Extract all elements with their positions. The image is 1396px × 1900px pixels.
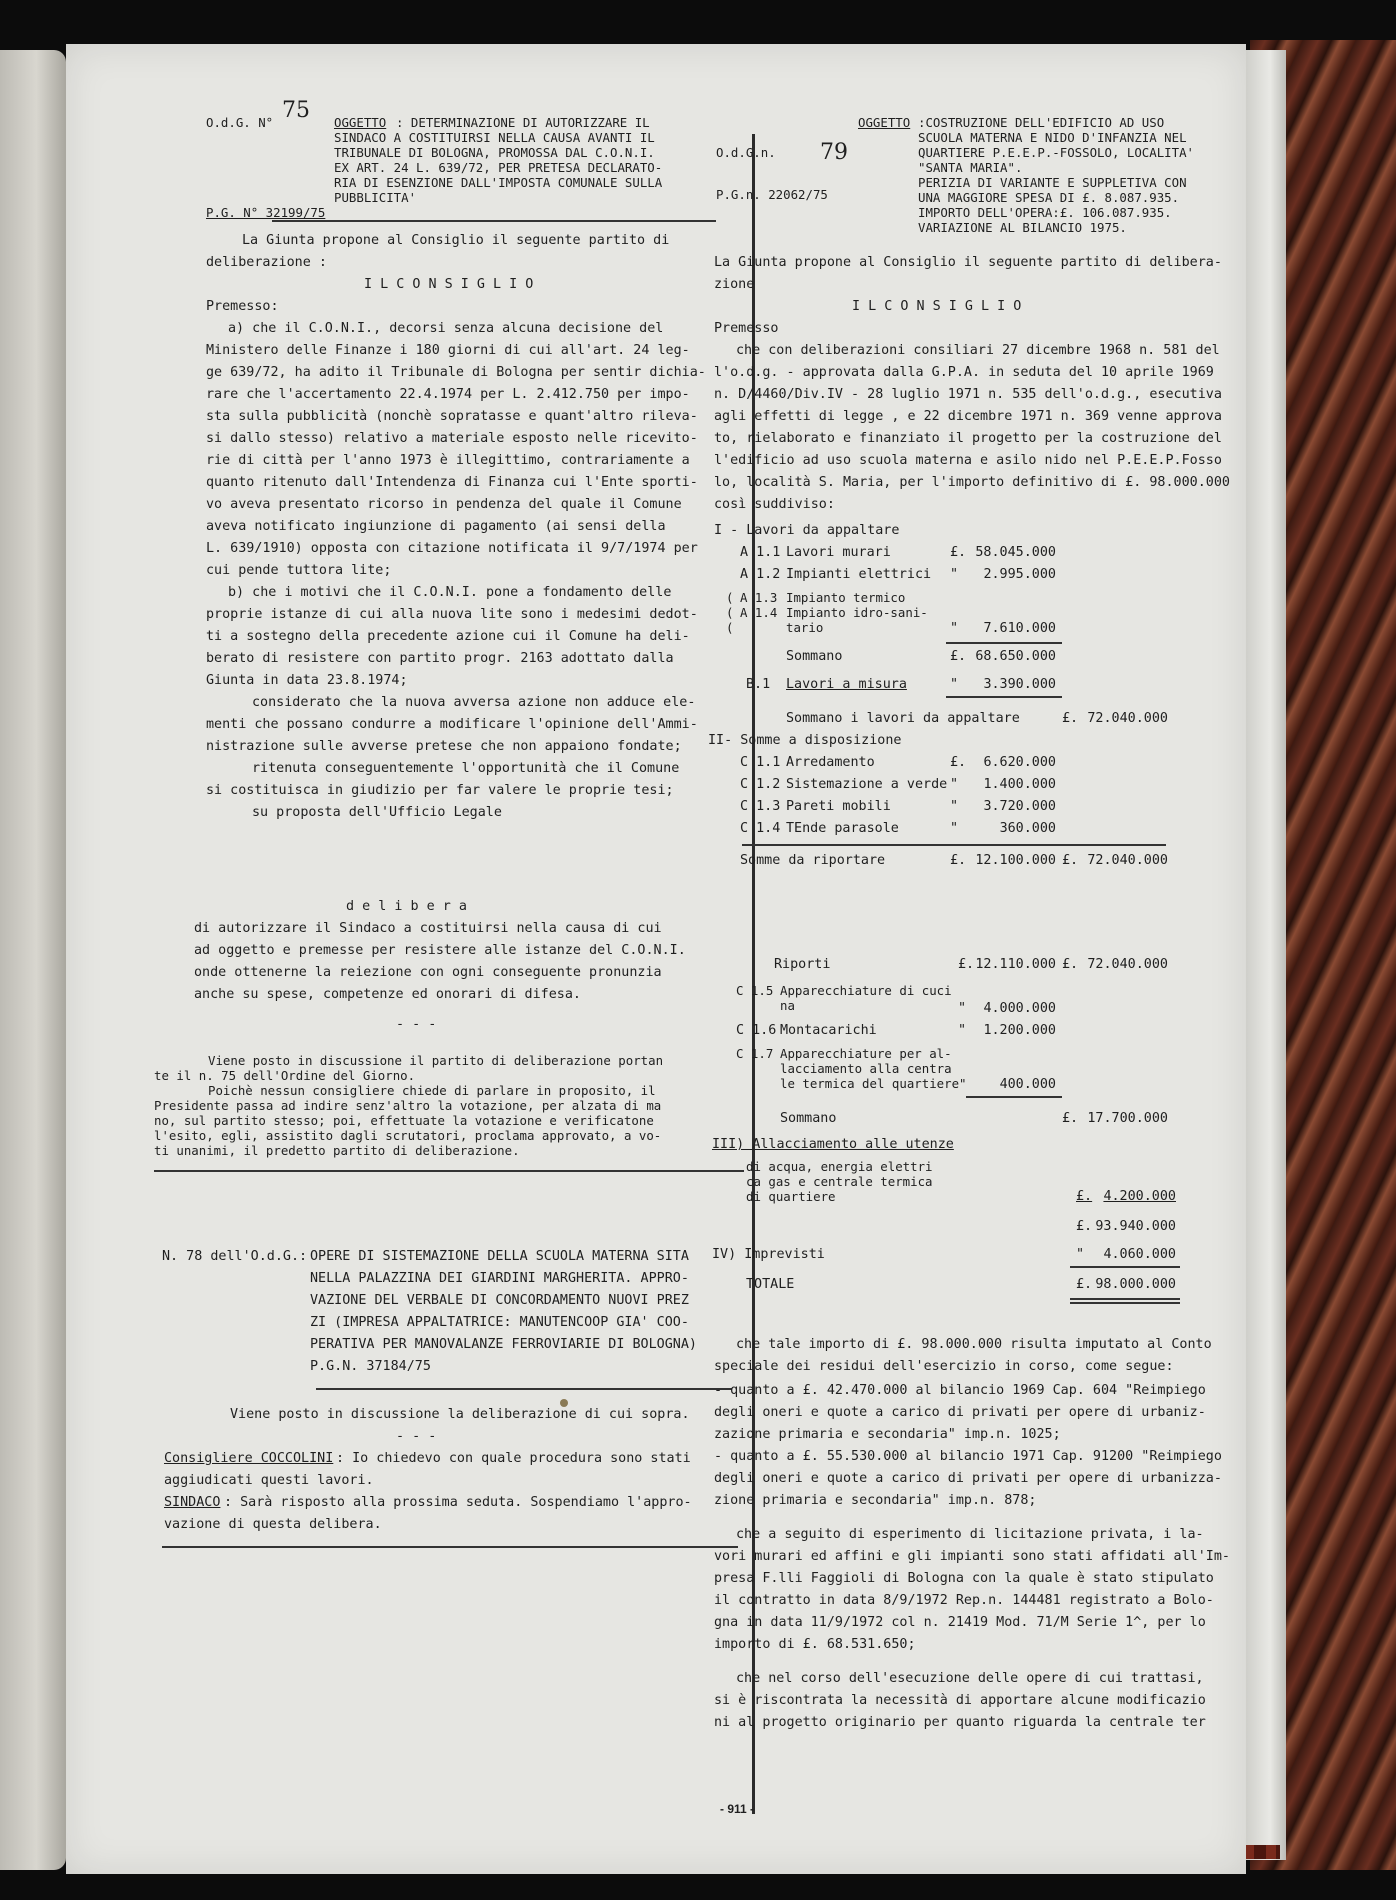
oggetto-line: SINDACO A COSTITUIRSI NELLA CAUSA AVANTI IL	[334, 130, 655, 145]
item78-line: PERATIVA PER MANOVALANZE FERROVIARIE DI BOLOGNA)	[310, 1337, 697, 1352]
intro-line: zione	[714, 277, 755, 292]
sec3-line: ca gas e centrale termica	[746, 1174, 933, 1189]
row-currency: "	[958, 1001, 967, 1016]
odg-number: 75	[282, 98, 310, 123]
delibera-heading: d e l i b e r a	[346, 899, 467, 914]
body-line: lo, località S. Maria, per l'importo definitivo di £. 98.000.000	[714, 475, 1230, 490]
pg-number: P.G.n. 22062/75	[716, 187, 828, 202]
sec3-line: di quartiere	[746, 1189, 836, 1204]
page-number: - 911 -	[720, 1802, 755, 1816]
premesso: Premesso:	[206, 299, 279, 314]
header-rule	[272, 220, 716, 222]
row-currency: £.	[950, 853, 967, 868]
oggetto-line: RIA DI ESENZIONE DALL'IMPOSTA COMUNALE SULLA	[334, 175, 663, 190]
section-heading: III) Allacciamento alle utenze	[712, 1137, 954, 1152]
row-label: TEnde parasole	[786, 821, 899, 836]
after-line: - quanto a £. 55.530.000 al bilancio 1971 Cap. 91200 "Reimpiego	[714, 1449, 1222, 1464]
row-code: C 1.7	[736, 1046, 774, 1061]
odg-number: 79	[820, 140, 848, 165]
row-currency: "	[950, 821, 959, 836]
after-line: ni al progetto originario per quanto riguarda la centrale ter	[714, 1715, 1206, 1730]
body-line: aveva notificato ingiunzione di pagamento (ai sensi della	[206, 519, 666, 534]
sindaco-text: : Sarà risposto alla prossima seduta. Sospendiamo l'appro-	[224, 1495, 692, 1510]
row-amount: 72.040.000	[1087, 957, 1168, 972]
vote-line: Presidente passa ad indire senz'altro la votazione, per alzata di ma	[154, 1098, 662, 1113]
row-currency: "	[950, 567, 959, 582]
row-label: Arredamento	[786, 755, 875, 770]
row-code: A 1.1	[740, 545, 781, 560]
body-line: a) che il C.O.N.I., decorsi senza alcuna decisione del	[228, 321, 664, 336]
oggetto-line: :COSTRUZIONE DELL'EDIFICIO AD USO	[918, 115, 1165, 130]
row-code: C 1.6	[736, 1023, 777, 1038]
row-currency: "	[950, 677, 959, 692]
row-currency: "	[950, 621, 959, 636]
body-line: che con deliberazioni consiliari 27 dicembre 1968 n. 581 del	[736, 343, 1220, 358]
sum-rule	[966, 1096, 1062, 1098]
section-rule	[162, 1546, 738, 1548]
separator-dashes: - - -	[396, 1017, 437, 1032]
row-code: C 1.2	[740, 777, 781, 792]
row-label: Impianti elettrici	[786, 567, 932, 582]
odg-label: O.d.G. N°	[206, 115, 274, 130]
oggetto-line: VARIAZIONE AL BILANCIO 1975.	[918, 220, 1127, 235]
delibera-line: anche su spese, competenze ed onorari di difesa.	[194, 987, 581, 1002]
body-line: su proposta dell'Ufficio Legale	[252, 805, 502, 820]
item78-line: NELLA PALAZZINA DEI GIARDINI MARGHERITA. APPRO-	[310, 1271, 689, 1286]
row-currency: "	[958, 1023, 967, 1038]
after-line: zazione primaria e secondaria" imp.n. 1025;	[714, 1427, 1061, 1442]
item78-rule	[316, 1388, 732, 1390]
row-amount: 72.040.000	[1087, 853, 1168, 868]
after-line: che tale importo di £. 98.000.000 risulta imputato al Conto	[736, 1337, 1212, 1352]
body-line: rie di città per l'anno 1973 è illegittimo, contrariamente a	[206, 453, 690, 468]
row-currency: £.	[1062, 853, 1079, 868]
row-label: Montacarichi	[780, 1023, 877, 1038]
after-line: importo di £. 68.531.650;	[714, 1637, 916, 1652]
section-heading: IV) Imprevisti	[712, 1247, 825, 1262]
row-label: Sistemazione a verde	[786, 777, 948, 792]
row-label: na	[780, 998, 795, 1013]
row-currency: £.	[1076, 1189, 1093, 1204]
body-line: quanto ritenuto dall'Intendenza di Finanza cui l'Ente sporti-	[206, 475, 698, 490]
row-code: A 1.2	[740, 567, 781, 582]
oggetto-label: OGGETTO	[858, 115, 911, 130]
row-label: le termica del quartiere"	[780, 1076, 967, 1091]
discussion-line: Viene posto in discussione la deliberazione di cui sopra.	[230, 1407, 690, 1422]
sommano-label: Sommano	[786, 649, 843, 664]
premesso: Premesso	[714, 321, 779, 336]
body-line: L. 639/1910) opposta con citazione notificata il 9/7/1974 per	[206, 541, 698, 556]
total-rule	[1070, 1298, 1180, 1300]
sindaco-label: SINDACO	[164, 1495, 221, 1510]
item78-line: OPERE DI SISTEMAZIONE DELLA SCUOLA MATERNA SITA	[310, 1249, 689, 1264]
row-code: A 1.3	[740, 590, 778, 605]
body-line: ti a sostegno della precedente azione cui il Comune ha deli-	[206, 629, 690, 644]
total-rule	[1070, 1302, 1180, 1304]
sec3-line: di acqua, energia elettri	[746, 1159, 933, 1174]
oggetto-line: PUBBLICITA'	[334, 190, 417, 205]
body-line: menti che possano condurre a modificare l'opinione dell'Ammi-	[206, 717, 698, 732]
row-amount: 58.045.000	[975, 545, 1056, 560]
consigliere-label: Consigliere COCCOLINI	[164, 1451, 334, 1466]
page-edges	[1246, 50, 1286, 1860]
row-label: Impianto idro-sani-	[786, 605, 928, 620]
sum-rule	[1070, 1266, 1180, 1268]
body-line: l'edificio ad uso scuola materna e asilo nido nel P.E.E.P.Fosso	[714, 453, 1222, 468]
row-currency: £.	[1062, 1111, 1079, 1126]
row-label: Impianto termico	[786, 590, 906, 605]
row-currency: "	[950, 777, 959, 792]
book-spine	[0, 50, 66, 1870]
row-label: Apparecchiature di cuci	[780, 983, 952, 998]
totale-label: TOTALE	[746, 1277, 795, 1292]
oggetto-label: OGGETTO	[334, 115, 387, 130]
after-line: gna in data 11/9/1972 col n. 21419 Mod. 71/M Serie 1^, per lo	[714, 1615, 1206, 1630]
item78-line: P.G.N. 37184/75	[310, 1359, 431, 1374]
row-amount: 12.100.000	[975, 853, 1056, 868]
body-line: b) che i motivi che il C.O.N.I. pone a fondamento delle	[228, 585, 672, 600]
item78-label: N. 78 dell'O.d.G.:	[162, 1249, 308, 1264]
body-line: proprie istanze di cui alla nuova lite sono i medesimi dedot-	[206, 607, 698, 622]
after-line: speciale dei residui dell'esercizio in corso, come segue:	[714, 1359, 1174, 1374]
row-amount: 93.940.000	[1095, 1219, 1176, 1234]
row-amount: 3.720.000	[983, 799, 1056, 814]
vote-line: te il n. 75 dell'Ordine del Giorno.	[154, 1068, 416, 1083]
row-amount: 12.110.000	[975, 957, 1056, 972]
delibera-line: ad oggetto e premesse per resistere alle istanze del C.O.N.I.	[194, 943, 686, 958]
sum-rule	[742, 844, 1166, 846]
row-amount: 2.995.000	[983, 567, 1056, 582]
sommano-label: Sommano i lavori da appaltare	[786, 711, 1020, 726]
after-line: che a seguito di esperimento di licitazione privata, i la-	[736, 1527, 1204, 1542]
row-code: C 1.1	[740, 755, 781, 770]
after-line: il contratto in data 8/9/1972 Rep.n. 144481 registrato a Bolo-	[714, 1593, 1214, 1608]
body-line: to, rielaborato e finanziato il progetto per la costruzione del	[714, 431, 1222, 446]
brace: (	[726, 605, 734, 620]
row-amount: 1.400.000	[983, 777, 1056, 792]
document-page	[66, 44, 1246, 1874]
row-currency: £.	[1062, 711, 1079, 726]
body-line: n. D/4460/Div.IV - 28 luglio 1971 n. 535 dell'o.d.g., esecutiva	[714, 387, 1222, 402]
after-line: presa F.lli Faggioli di Bologna con la quale è stato stipulato	[714, 1571, 1214, 1586]
row-label: lacciamento alla centra	[780, 1061, 952, 1076]
consiglio-heading: I L C O N S I G L I O	[364, 277, 534, 292]
after-line: si è riscontrata la necessità di apportare alcune modificazio	[714, 1693, 1206, 1708]
body-line: nistrazione sulle avverse pretese che non appaiono fondate;	[206, 739, 682, 754]
body-line: si dallo stesso) relativo a materiale esposto nelle ricevito-	[206, 431, 698, 446]
oggetto-line: IMPORTO DELL'OPERA:£. 106.087.935.	[918, 205, 1172, 220]
body-line: cui pende tuttora lite;	[206, 563, 392, 578]
row-currency: £.	[1076, 1219, 1093, 1234]
body-line: Giunta in data 23.8.1974;	[206, 673, 408, 688]
body-line: sta sulla pubblicità (nonchè sopratasse e quant'altro rileva-	[206, 409, 698, 424]
vote-line: Viene posto in discussione il partito di deliberazione portan	[208, 1053, 664, 1068]
intro-line: La Giunta propone al Consiglio il seguente partito di delibera-	[714, 255, 1222, 270]
row-amount: 4.060.000	[1103, 1247, 1176, 1262]
section-heading: II- Somme a disposizione	[708, 733, 902, 748]
after-line: - quanto a £. 42.470.000 al bilancio 1969 Cap. 604 "Reimpiego	[714, 1383, 1206, 1398]
delibera-line: onde ottenerne la reiezione con ogni conseguente pronunzia	[194, 965, 662, 980]
sindaco-text: vazione di questa delibera.	[164, 1517, 382, 1532]
brace: (	[726, 590, 734, 605]
after-line: degli oneri e quote a carico di privati per opere di urbaniz-	[714, 1405, 1206, 1420]
row-amount: 6.620.000	[983, 755, 1056, 770]
row-currency: £.	[950, 545, 967, 560]
intro-line: deliberazione :	[206, 255, 327, 270]
body-line: si costituisca in giudizio per far valere le proprie tesi;	[206, 783, 674, 798]
row-amount: 1.200.000	[983, 1023, 1056, 1038]
body-line: ritenuta conseguentemente l'opportunità che il Comune	[252, 761, 680, 776]
body-line: vo aveva presentato ricorso in pendenza del quale il Comune	[206, 497, 682, 512]
oggetto-line: PERIZIA DI VARIANTE E SUPPLETIVA CON	[918, 175, 1187, 190]
row-amount: 360.000	[999, 821, 1056, 836]
brace: (	[726, 620, 734, 635]
pg-number: P.G. N° 32199/75	[206, 205, 326, 220]
body-line: l'o.d.g. - approvata dalla G.P.A. in seduta del 10 aprile 1969	[714, 365, 1214, 380]
row-amount: 98.000.000	[1095, 1277, 1176, 1292]
consigliere-text: aggiudicati questi lavori.	[164, 1473, 374, 1488]
row-label: tario	[786, 620, 824, 635]
body-line: considerato che la nuova avversa azione non adduce ele-	[252, 695, 696, 710]
body-line: rare che l'accertamento 22.4.1974 per L. 2.412.750 per impo-	[206, 387, 690, 402]
vote-line: Poichè nessun consigliere chiede di parlare in proposito, il	[208, 1083, 656, 1098]
row-code: C 1.5	[736, 983, 774, 998]
row-currency: £.	[1062, 957, 1079, 972]
row-currency: £.	[1076, 1277, 1093, 1292]
row-currency: "	[1076, 1247, 1085, 1262]
row-amount: 17.700.000	[1087, 1111, 1168, 1126]
item78-line: ZI (IMPRESA APPALTATRICE: MANUTENCOOP GIA' COO-	[310, 1315, 689, 1330]
intro-line: La Giunta propone al Consiglio il seguente partito di	[242, 233, 670, 248]
oggetto-line: TRIBUNALE DI BOLOGNA, PROMOSSA DAL C.O.N.I.	[334, 145, 655, 160]
row-label: Lavori a misura	[786, 677, 907, 692]
row-amount: 72.040.000	[1087, 711, 1168, 726]
row-currency: £.	[950, 755, 967, 770]
oggetto-line: SCUOLA MATERNA E NIDO D'INFANZIA NEL	[918, 130, 1187, 145]
riporti-label: Riporti	[774, 957, 831, 972]
item78-line: VAZIONE DEL VERBALE DI CONCORDAMENTO NUOVI PREZ	[310, 1293, 689, 1308]
row-label: Pareti mobili	[786, 799, 891, 814]
body-line: così suddiviso:	[714, 497, 835, 512]
row-label: Lavori murari	[786, 545, 891, 560]
row-currency: £.	[950, 649, 967, 664]
row-amount: 4.000.000	[983, 1001, 1056, 1016]
body-line: ge 639/72, ha adito il Tribunale di Bologna per sentir dichia-	[206, 365, 706, 380]
odg-label: O.d.G.n.	[716, 145, 776, 160]
body-line: berato di resistere con partito progr. 2163 adottato dalla	[206, 651, 674, 666]
row-code: C 1.3	[740, 799, 781, 814]
body-line: agli effetti di legge , e 22 dicembre 1971 n. 369 venne approva	[714, 409, 1222, 424]
section-heading: I - Lavori da appaltare	[714, 523, 900, 538]
oggetto-line: UNA MAGGIORE SPESA DI £. 8.087.935.	[918, 190, 1180, 205]
row-currency: £.	[958, 957, 975, 972]
oggetto-line: : DETERMINAZIONE DI AUTORIZZARE IL	[396, 115, 650, 130]
body-line: Ministero delle Finanze i 180 giorni di cui all'art. 24 leg-	[206, 343, 690, 358]
row-label: Apparecchiature per al-	[780, 1046, 952, 1061]
section-rule	[154, 1170, 744, 1172]
oggetto-line: EX ART. 24 L. 639/72, PER PRETESA DECLARATO-	[334, 160, 663, 175]
oggetto-line: QUARTIERE P.E.E.P.-FOSSOLO, LOCALITA'	[918, 145, 1195, 160]
separator-dashes: - - -	[396, 1429, 437, 1444]
riportare-label: Somme da riportare	[740, 853, 886, 868]
after-line: che nel corso dell'esecuzione delle opere di cui trattasi,	[736, 1671, 1204, 1686]
row-amount: 400.000	[999, 1077, 1056, 1092]
row-amount: 68.650.000	[975, 649, 1056, 664]
sum-rule	[946, 696, 1062, 698]
consiglio-heading: I L C O N S I G L I O	[852, 299, 1022, 314]
vote-line: ti unanimi, il predetto partito di deliberazione.	[154, 1143, 520, 1158]
row-amount: 3.390.000	[983, 677, 1056, 692]
delibera-line: di autorizzare il Sindaco a costituirsi nella causa di cui	[194, 921, 662, 936]
row-code: C 1.4	[740, 821, 781, 836]
sum-rule	[946, 642, 1062, 644]
row-code: A 1.4	[740, 605, 778, 620]
row-amount: 4.200.000	[1103, 1189, 1176, 1204]
after-line: zione primaria e secondaria" imp.n. 878;	[714, 1493, 1037, 1508]
sommano-label: Sommano	[780, 1111, 837, 1126]
after-line: degli oneri e quote a carico di privati per opere di urbanizza-	[714, 1471, 1222, 1486]
row-code: B.1	[746, 677, 771, 692]
oggetto-line: "SANTA MARIA".	[918, 160, 1023, 175]
row-currency: "	[950, 799, 959, 814]
after-line: vori murari ed affini e gli impianti sono stati affidati all'Im-	[714, 1549, 1230, 1564]
consigliere-text: : Io chiedevo con quale procedura sono stati	[336, 1451, 691, 1466]
vote-line: l'esito, egli, assistito dagli scrutatori, proclama approvato, a vo-	[154, 1128, 662, 1143]
vote-line: no, sul partito stesso; poi, effettuate la votazione e verificatone	[154, 1113, 654, 1128]
row-amount: 7.610.000	[983, 621, 1056, 636]
